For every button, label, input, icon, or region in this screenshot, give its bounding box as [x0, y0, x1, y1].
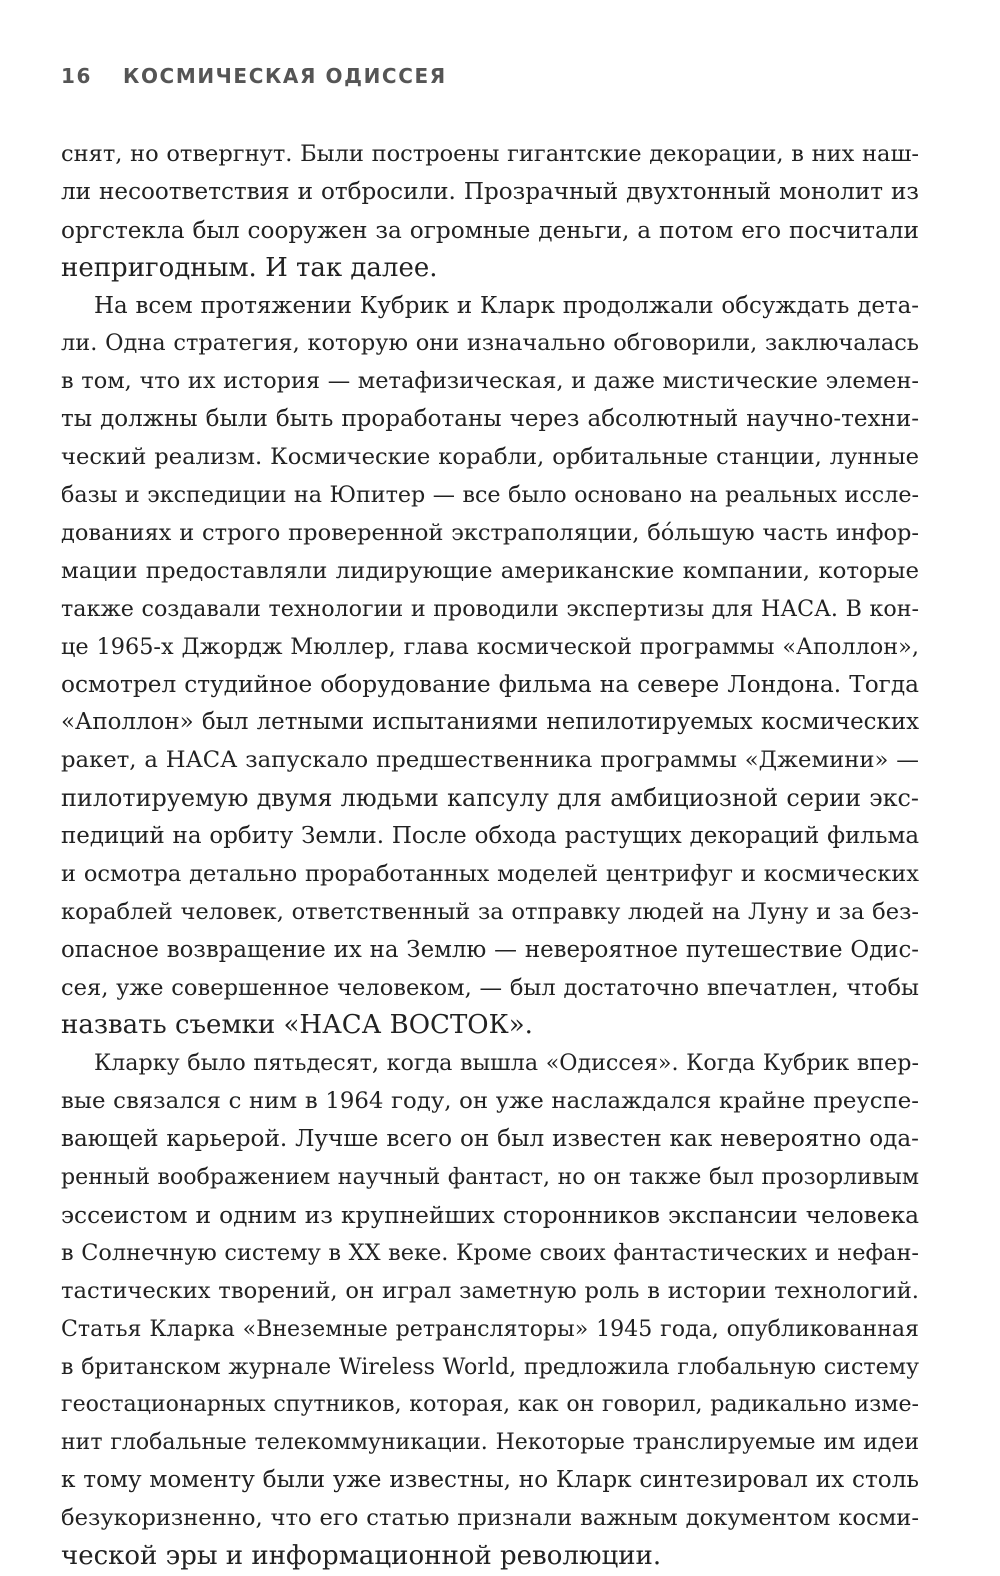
- text-line: геостационарных спутников, которая, как он говорил, радикально изме-: [61, 1391, 919, 1418]
- text-line: снят, но отвергнут. Были построены гигантские декорации, в них наш-: [61, 141, 919, 167]
- text-line: Статья Кларка «Внеземные ретрансляторы» 1945 года, опубликованная: [61, 1315, 919, 1342]
- text-line: ческий реализм. Космические корабли, орбитальные станции, лунные: [61, 444, 919, 471]
- text-line: ракет, а НАСА запускало предшественника программы «Джемини» —: [61, 747, 919, 774]
- text-line: ли несоответствия и отбросили. Прозрачный двухтонный монолит из: [61, 178, 919, 205]
- text-line: безукоризненно, что его статью признали важным документом косми-: [61, 1505, 919, 1532]
- text-line: ческой эры и информационной революции.: [61, 1540, 662, 1571]
- running-head: [61, 64, 447, 88]
- text-line: педиций на орбиту Земли. После обхода растущих декораций фильма: [61, 823, 919, 850]
- text-line: в Солнечную систему в XX веке. Кроме своих фантастических и нефан-: [61, 1239, 919, 1266]
- text-line: пилотируемую двумя людьми капсулу для амбициозной серии экс-: [61, 784, 919, 813]
- text-line: мации предоставляли лидирующие американские компании, которые: [61, 557, 919, 584]
- text-line: тастических творений, он играл заметную роль в истории технологий.: [61, 1277, 919, 1304]
- text-line: вые связался с ним в 1964 году, он уже наслаждался крайне преуспе-: [61, 1088, 919, 1115]
- text-line: ты должны были быть проработаны через абсолютный научно-техни-: [61, 406, 919, 433]
- text-line: сея, уже совершенное человеком, — был достаточно впечатлен, чтобы: [61, 974, 919, 1001]
- text-line: оргстекла был сооружен за огромные деньги, а потом его посчитали: [61, 216, 919, 244]
- text-line: в том, что их история — метафизическая, и даже мистические элемен-: [61, 368, 919, 395]
- text-line: и осмотра детально проработанных моделей центрифуг и космических: [61, 860, 919, 887]
- text-line: осмотрел студийное оборудование фильма на севере Лондона. Тогда: [61, 671, 919, 699]
- page-number: 16: [61, 64, 93, 88]
- text-line: На всем протяжении Кубрик и Кларк продолжали обсуждать дета-: [94, 292, 919, 319]
- body-text: [61, 136, 919, 1576]
- text-line: также создавали технологии и проводили экспертизы для НАСА. В кон-: [61, 595, 919, 622]
- text-line: дованиях и строго проверенной экстраполяции, бо́льшую часть инфор-: [61, 519, 919, 546]
- text-line: опасное возвращение их на Землю — невероятное путешествие Одис-: [61, 936, 919, 963]
- text-line: Кларку было пятьдесят, когда вышла «Одиссея». Когда Кубрик впер-: [94, 1050, 919, 1077]
- text-line: це 1965-х Джордж Мюллер, глава космической программы «Аполлон»,: [61, 633, 919, 660]
- text-line: «Аполлон» был летными испытаниями непилотируемых космических: [61, 709, 919, 736]
- text-line: нит глобальные телекоммуникации. Некоторые транслируемые им идеи: [61, 1430, 919, 1456]
- text-line: в британском журнале Wireless World, предложила глобальную систему: [61, 1353, 919, 1380]
- text-line: вающей карьерой. Лучше всего он был известен как невероятно ода-: [61, 1126, 919, 1153]
- text-line: базы и экспедиции на Юпитер — все было основано на реальных иссле-: [61, 482, 919, 509]
- running-title: КОСМИЧЕСКАЯ ОДИССЕЯ: [123, 64, 447, 88]
- text-line: эссеистом и одним из крупнейших сторонников экспансии человека: [61, 1201, 919, 1229]
- text-line: непригодным. И так далее.: [61, 252, 438, 283]
- text-line: к тому моменту были уже известны, но Кларк синтезировал их столь: [61, 1467, 919, 1494]
- text-line: назвать съемки «НАСА ВОСТОК».: [61, 1010, 533, 1041]
- text-line: ли. Одна стратегия, которую они изначально обговорили, заключалась: [61, 330, 919, 357]
- text-line: ренный воображением научный фантаст, но он также был прозорливым: [61, 1165, 919, 1191]
- text-line: кораблей человек, ответственный за отправку людей на Луну и за без-: [61, 898, 919, 925]
